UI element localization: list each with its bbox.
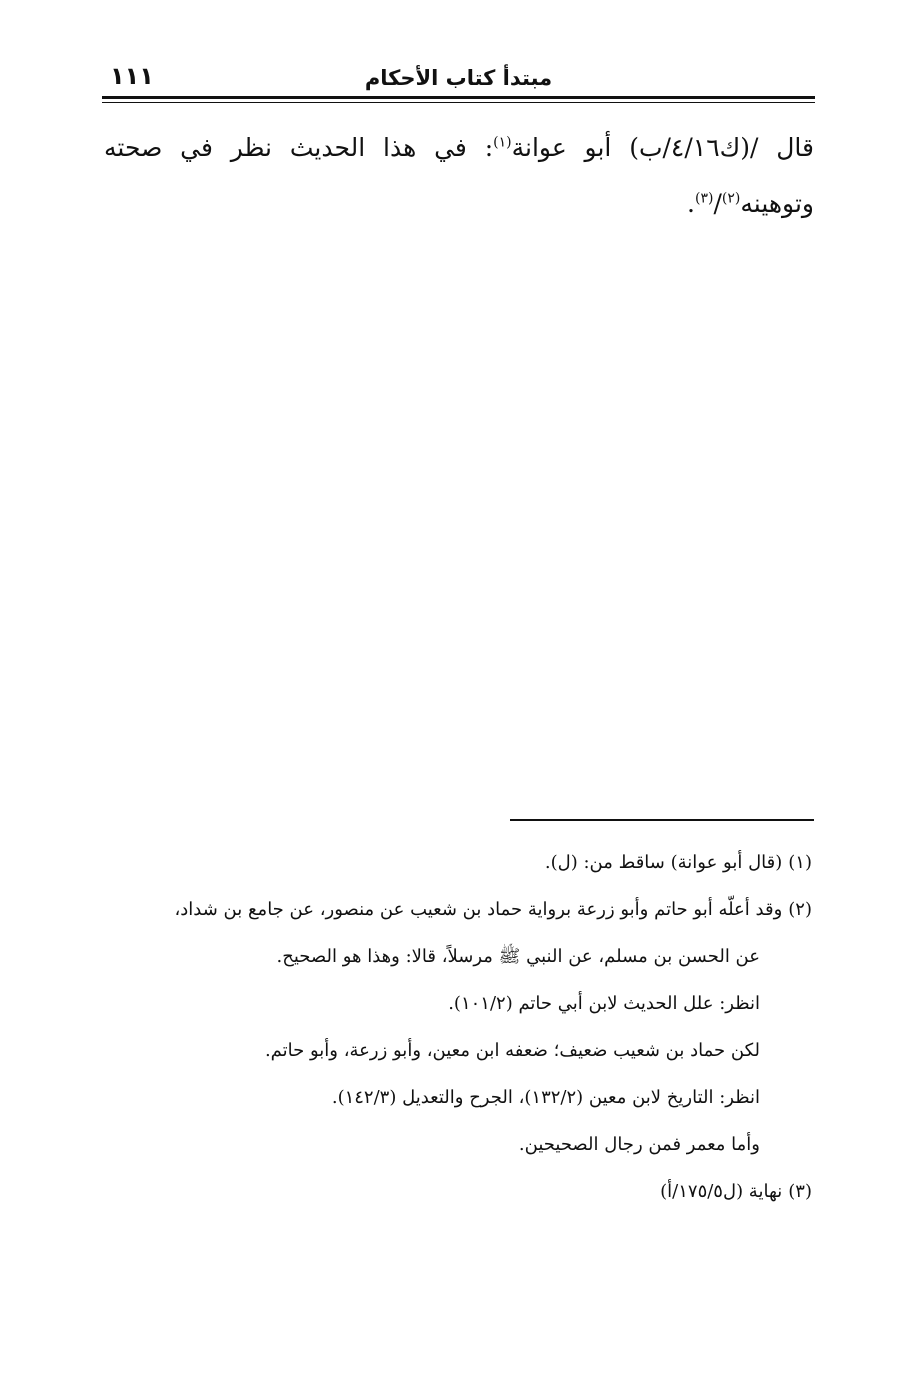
footnote-1-number: (١)	[788, 852, 812, 873]
main-text-part-4: .	[687, 189, 695, 218]
main-text-part-2: : في هذا الحديث نظر في صحته وتوهينه	[104, 133, 814, 218]
footnotes	[100, 839, 812, 1215]
footnote-2-line-3: انظر: علل الحديث لابن أبي حاتم (١٠١/٢).	[448, 993, 760, 1014]
footnote-1	[100, 839, 812, 886]
main-text-part-3: /	[713, 189, 722, 218]
footnote-2-line-5: انظر: التاريخ لابن معين (١٣٢/٢)، الجرح والتعديل (١٤٢/٣).	[331, 1087, 760, 1108]
footnote-2	[100, 886, 812, 933]
footnote-ref-3: (٣)	[695, 190, 714, 207]
footnote-3	[100, 1168, 812, 1215]
footnote-3-text: نهاية (ل١٧٥/٥/أ)	[660, 1181, 783, 1202]
footnote-2-text: وقد أعلّه أبو حاتم وأبو زرعة برواية حماد بن شعيب عن منصور، عن جامع بن شداد،	[174, 899, 783, 920]
footnote-ref-1: (١)	[493, 134, 512, 151]
footnote-1-text: (قال أبو عوانة) ساقط من: (ل).	[544, 852, 783, 873]
footnote-ref-2: (٢)	[721, 190, 741, 207]
main-paragraph	[104, 120, 814, 232]
running-header	[102, 58, 815, 104]
main-text-part-1: قال /(ك٤/١٦/ب) أبو عوانة	[511, 133, 814, 162]
footnote-2-line-2: عن الحسن بن مسلم، عن النبي ﷺ مرسلاً، قالا: وهذا هو الصحيح.	[276, 946, 760, 967]
footnote-separator	[510, 819, 814, 821]
header-title: مبتدأ كتاب الأحكام	[364, 66, 553, 90]
header-rule-thin	[102, 102, 815, 103]
footnote-2-line-6: وأما معمر فمن رجال الصحيحين.	[518, 1134, 760, 1155]
header-rule-thick	[102, 96, 815, 99]
footnote-2-number: (٢)	[788, 899, 812, 920]
main-text	[104, 120, 814, 232]
footnote-2-line-4: لكن حماد بن شعيب ضعيف؛ ضعفه ابن معين، وأبو زرعة، وأبو حاتم.	[264, 1040, 760, 1061]
page-number: ١١١	[110, 62, 154, 90]
footnote-3-number: (٣)	[788, 1181, 812, 1202]
